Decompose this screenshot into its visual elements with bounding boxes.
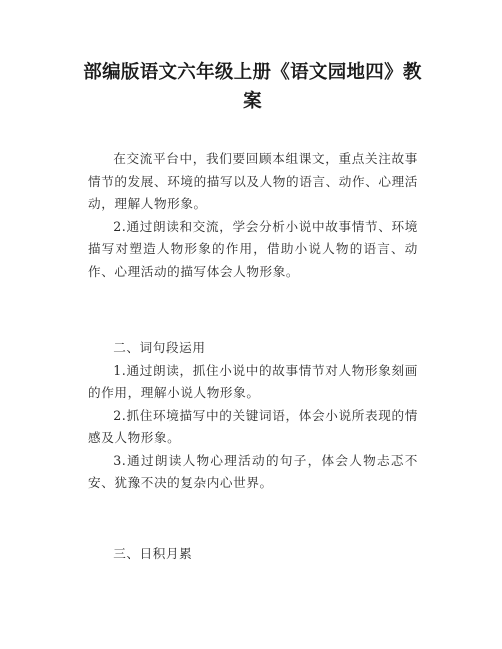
paragraph: 2.抓住环境描写中的关键词语，体会小说所表现的情感及人物形象。 [88, 407, 418, 445]
section-word-sentence-usage [88, 337, 418, 495]
paragraph: 2.通过朗读和交流，学会分析小说中故事情节、环境描写对塑造人物形象的作用，借助小说人物的语言、动作、心理活动的描写体会人物形象。 [88, 218, 418, 279]
intro-section [88, 148, 418, 283]
paragraph: 在交流平台中，我们要回顾本组课文，重点关注故事情节的发展、环境的描写以及人物的语言、动作、心理活动，理解人物形象。 [88, 151, 418, 211]
section-heading: 三、日积月累 [113, 546, 193, 561]
section-heading: 二、词句段运用 [113, 340, 206, 355]
section-daily-accumulation [88, 543, 418, 566]
paragraph: 1.通过朗读，抓住小说中的故事情节对人物形象刻画的作用，理解小说人物形象。 [88, 362, 418, 400]
document-title: 部编版语文六年级上册《语文园地四》教案 [83, 62, 422, 112]
paragraph: 3.通过朗读人物心理活动的句子，体会人物忐忑不安、犹豫不决的复杂内心世界。 [88, 452, 418, 490]
